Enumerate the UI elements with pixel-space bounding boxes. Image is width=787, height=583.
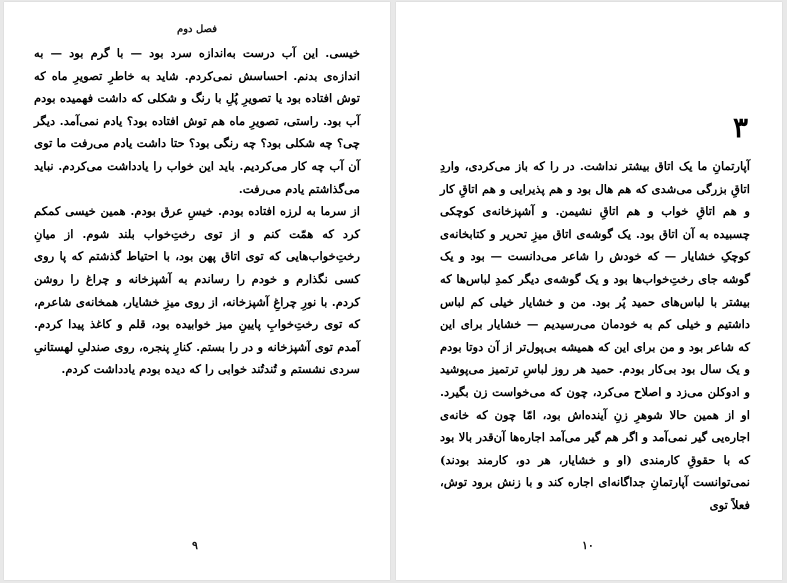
paragraph: خیسی. این آب درست به‌اندازه سرد بود — با گرم بود — به اندازه‌ی بدنم. احساسش نمی‌کردم. شاید به خاطرِ تصویرِ ماه که توش افتاده بود یا تصویرِ پُلِ با رنگ و شکلی که داشت فهمیده بودم آب بود. راستی، تصویرِ ماه هم توش افتاده بود؟ یادم نمی‌آمد. دیگر چی؟ چه شکلی بود؟ چه رنگی بود؟ حتا داشت یادم می‌رفت ما توی آن آب چه کار می‌کردیم. باید این خواب را یادداشت می‌کردم. نباید می‌گذاشتم یادم می‌رفت. [34,46,360,196]
paragraph: آپارتمانِ ما یک اتاق بیشتر نداشت. در را که باز می‌کردی، واردِ اتاقِ بزرگی می‌شدی که هم هال بود و هم پذیرایی و هم اتاقِ کار و هم اتاقِ خواب و هم اتاقِ نشیمن. و آشپزخانه‌ی کوچکی چسبیده به آن اتاق بود. یک گوشه‌ی اتاق میزِ تحریر و کتابخانه‌ی کوچکِ خشایار — که خودش را شاعر می‌دانست — بود و یک گوشه جای رختِ‌خواب‌ها بود و یک گوشه‌ی دیگر کمدِ لباس‌ها که بیشتر با لباس‌های حمید پُر بود. من و خشایار خیلی کم لباس داشتیم و خیلی کم به خودمان می‌رسیدیم — خشایار برای این که شاعر بود و من برای این که همیشه بی‌پول‌تر از آن دوتا بودم و یک سال بود بی‌کار بودم. حمید هر روز لباسِ ترتمیز می‌پوشید و ادوکلن می‌زد و اصلاح می‌کرد، چون که می‌خواست زن بگیرد. او از همین حالا شوهرِ زنِ آینده‌اش بود، امّا چون که خانه‌ی اجاره‌یی گیر نمی‌آمد و اگر هم گیر می‌آمد اجاره‌ها آن‌قدر بالا بود که با حقوقِ کارمندی (او و خشایار، هر دو، کارمند بودند) نمی‌توانست آپارتمانِ جداگانه‌ای اجاره کند و با زنش برود توش، فعلاً توی [440,159,750,512]
right-page-body [440,155,750,517]
page-number: ۹ [192,539,198,552]
paragraph: از سرما به لرزه افتاده بودم. خیسِ عرق بودم. همین خیسی کمکم کرد که همّت کنم و از توی رختِ‌خواب بلند شوم. از میانِ رختِ‌خواب‌هایی که توی اتاق پهن بود، با احتیاط گذشتم که پا روی کسی نگذارم و خودم را رساندم به آشپزخانه و چراغ را روشن کردم. با نورِ چراغِ آشپزخانه، از روی میزِ خشایار، همخانه‌ی شاعرم، که توی رختِ‌خوابِ پایینِ میز خوابیده بود، قلم و کاغذ پیدا کردم. آمدم توی آشپزخانه و در را بستم. کنارِ پنجره، روی صندلیِ لهستانیِ سردی نشستم و تُندتُند خوابی را که دیده بودم یادداشت کردم. [34,204,360,377]
running-head: فصل دوم [177,24,217,35]
right-page [396,2,782,580]
left-page [4,2,390,580]
page-number: ۱۰ [582,539,594,552]
left-page-body [34,42,360,381]
chapter-number: ۳ [732,111,748,144]
